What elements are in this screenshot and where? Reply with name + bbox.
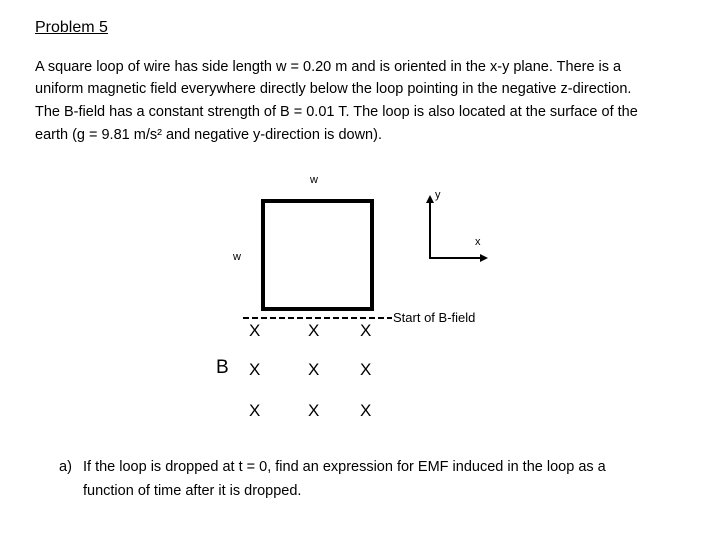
square-loop bbox=[263, 201, 372, 309]
side-width-label: w bbox=[233, 251, 241, 263]
field-x-mark: X bbox=[249, 401, 261, 420]
problem-title: Problem 5 bbox=[35, 19, 108, 36]
field-x-mark: X bbox=[308, 360, 320, 379]
question-a-marker: a) bbox=[59, 459, 72, 475]
b-field-symbol: B bbox=[216, 357, 229, 378]
x-axis-label: x bbox=[475, 236, 481, 248]
bfield-start-label: Start of B-field bbox=[393, 310, 476, 325]
field-x-mark: X bbox=[308, 401, 320, 420]
y-axis-label: y bbox=[435, 189, 441, 201]
problem-text-line-4: earth (g = 9.81 m/s² and negative y-direction is down). bbox=[35, 127, 382, 143]
question-a-line-2: function of time after it is dropped. bbox=[83, 483, 302, 499]
problem-text-line-1: A square loop of wire has side length w = 0.20 m and is oriented in the x-y plane. There is a bbox=[35, 59, 622, 75]
top-width-label: w bbox=[310, 174, 318, 186]
field-x-mark: X bbox=[249, 321, 261, 340]
field-x-mark: X bbox=[360, 321, 372, 340]
problem-text-line-3: The B-field has a constant strength of B = 0.01 T. The loop is also located at the surface of the bbox=[35, 104, 638, 120]
field-x-mark: X bbox=[360, 360, 372, 379]
question-a-line-1: If the loop is dropped at t = 0, find an expression for EMF induced in the loop as a bbox=[83, 459, 606, 475]
field-x-mark: X bbox=[308, 321, 320, 340]
field-x-mark: X bbox=[249, 360, 261, 379]
field-x-mark: X bbox=[360, 401, 372, 420]
problem-text-line-2: uniform magnetic field everywhere directly below the loop pointing in the negative z-direction. bbox=[35, 81, 632, 97]
